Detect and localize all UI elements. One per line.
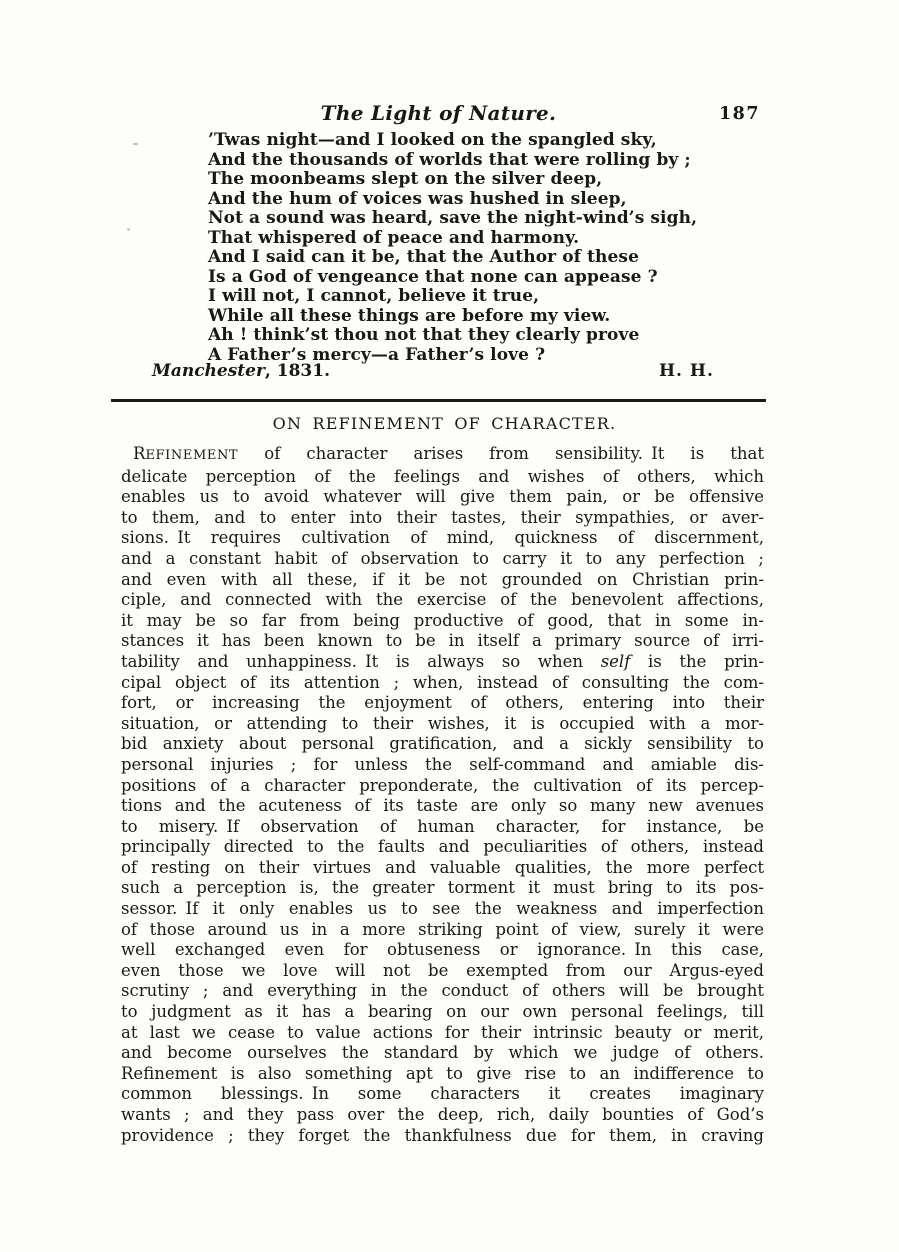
essay-text-line: REFINEMENT of character arises from sensibility. It is that (133, 444, 764, 463)
essay-text-line: to them, and to enter into their tastes, their sympathies, or aver- (121, 507, 764, 527)
essay-text-line: cipal object of its attention ; when, instead of consulting the com- (121, 672, 764, 692)
essay-heading: ON REFINEMENT OF CHARACTER. (272, 414, 617, 433)
essay-text-line: sessor. If it only enables us to see the weakness and imperfection (121, 899, 764, 919)
poem-line: Ah ! think’st thou not that they clearly prove (208, 325, 640, 346)
essay-text-line: sions. It requires cultivation of mind, quickness of discernment, (121, 528, 764, 548)
essay-text-line: principally directed to the faults and peculiarities of others, instead (121, 837, 764, 857)
poem-author-initials: H. H. (659, 361, 714, 381)
poem-line: I will not, I cannot, believe it true, (208, 286, 540, 307)
essay-body (121, 444, 764, 1146)
smallcaps-lead: R (133, 444, 146, 463)
italic-text: Manchester (152, 361, 265, 381)
essay-text-line: fort, or increasing the enjoyment of others, entering into their (121, 693, 764, 713)
essay-text-line: enables us to avoid whatever will give them pain, or be offensive (121, 487, 764, 507)
essay-text-line: ciple, and connected with the exercise of the benevolent affections, (121, 590, 764, 610)
essay-text-line: of resting on their virtues and valuable qualities, the more perfect (121, 857, 764, 877)
section-divider-rule (111, 399, 766, 402)
poem-line: And the hum of voices was hushed in sleep, (208, 188, 627, 209)
essay-text-line: stances it has been known to be in itself a primary source of irri- (121, 631, 764, 651)
essay-text-line: bid anxiety about personal gratification, and a sickly sensibility to (121, 734, 764, 754)
poem-line: While all these things are before my view. (208, 305, 611, 326)
poem-line: And I said can it be, that the Author of these (208, 247, 639, 268)
essay-text-line: delicate perception of the feelings and wishes of others, which (121, 466, 764, 486)
italic-text: self (600, 651, 631, 671)
essay-text-line: wants ; and they pass over the deep, rich, daily bounties of God’s (121, 1105, 764, 1124)
page-number: 187 (719, 104, 761, 124)
running-title: The Light of Nature. (320, 101, 557, 125)
essay-text-line: such a perception is, the greater torment it must bring to its pos- (121, 878, 764, 898)
poem-line: Is a God of vengeance that none can appease ? (208, 266, 658, 287)
essay-text-line: personal injuries ; for unless the self-command and amiable dis- (121, 754, 764, 774)
poem-footer (122, 361, 763, 383)
poem-place-date: Manchester, 1831. (152, 361, 330, 381)
essay-text-line: positions of a character preponderate, the cultivation of its percep- (121, 775, 764, 795)
essay-text-line: it may be so far from being productive of good, that in some in- (121, 610, 764, 630)
poem-line: A Father’s mercy—a Father’s love ? (208, 345, 546, 366)
essay-text-line: common blessings. In some characters it creates imaginary (121, 1084, 764, 1104)
smallcaps-rest: EFINEMENT (145, 448, 239, 463)
poem-line: Not a sound was heard, save the night-wind’s sigh, (208, 208, 698, 229)
essay-text-line: to judgment as it has a bearing on our own personal feelings, till (121, 1002, 764, 1022)
essay-text-line: scrutiny ; and everything in the conduct of others will be brought (121, 981, 764, 1001)
essay-text-line: providence ; they forget the thankfulness due for them, in craving (121, 1125, 764, 1145)
essay-text-line: of those around us in a more striking point of view, surely it were (121, 919, 764, 939)
essay-text-line: situation, or attending to their wishes, it is occupied with a mor- (121, 713, 764, 733)
poem-line: That whispered of peace and harmony. (208, 227, 580, 248)
essay-text-line: at last we cease to value actions for their intrinsic beauty or merit, (121, 1022, 764, 1042)
essay-text-line: even those we love will not be exempted from our Argus-eyed (121, 960, 764, 980)
essay-text-line: tability and unhappiness. It is always so when self is the prin- (121, 651, 765, 671)
scan-speck (127, 228, 130, 231)
essay-text-line: well exchanged even for obtuseness or ignorance. In this case, (121, 940, 764, 960)
poem-line: The moonbeams slept on the silver deep, (208, 169, 603, 190)
essay-text-line: and even with all these, if it be not grounded on Christian prin- (121, 569, 764, 589)
poem-line: And the thousands of worlds that were rolling by ; (208, 149, 691, 170)
scan-speck (131, 520, 133, 522)
essay-text-line: and become ourselves the standard by which we judge of others. (121, 1043, 764, 1063)
essay-text-line: and a constant habit of observation to carry it to any perfection ; (121, 548, 764, 568)
poem (208, 131, 697, 366)
poem-line: ’Twas night—and I looked on the spangled sky, (208, 130, 657, 150)
scan-speck (133, 143, 138, 145)
essay-text-line: to misery. If observation of human character, for instance, be (121, 816, 764, 836)
essay-text-line: Refinement is also something apt to give rise to an indifference to (121, 1063, 764, 1083)
essay-text-line: tions and the acuteness of its taste are only so many new avenues (121, 796, 764, 816)
